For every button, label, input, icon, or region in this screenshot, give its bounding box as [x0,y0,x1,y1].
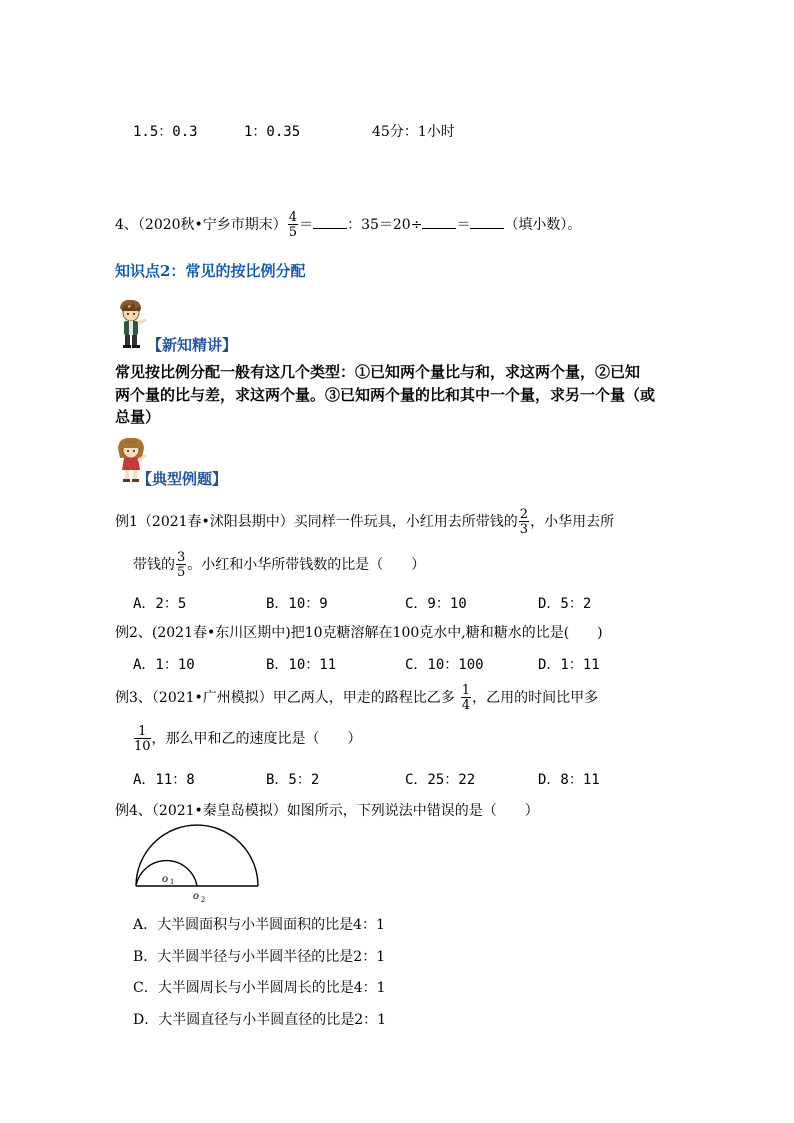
example-1-option-b[interactable]: B．10：9 [266,596,328,612]
example-1-text-2-end: 。小红和小华所带钱数的比是（ ） [187,557,426,573]
question-4-prefix: 4、（2020秋•宁乡市期末） [115,217,287,233]
fraction-numerator: 3 [177,550,186,565]
example-4-text: 例4、（2021•秦皇岛模拟）如图所示，下列说法中错误的是（ ） [115,803,539,819]
fraction-numerator: 4 [288,210,298,225]
example-3-line-1 [115,684,598,712]
center-o2-label: o [193,888,199,902]
example-3-line-2 [133,725,362,753]
example-2-option-c[interactable]: C．10：100 [405,657,484,673]
example-3-option-a[interactable]: A．11：8 [133,772,195,788]
fraction-denominator: 4 [461,698,471,713]
fraction-1-10 [134,725,151,753]
fraction-4-5 [288,211,298,239]
fraction-3-5 [176,551,186,579]
ratio-3: 45分：1小时 [372,124,455,140]
new-knowledge-header: 【新知精讲】 [147,336,238,354]
example-4-option-c[interactable]: C．大半圆周长与小半圆周长的比是4：1 [133,980,386,996]
example-2-option-b[interactable]: B．10：11 [266,657,337,673]
center-o1-subscript: 1 [170,877,174,886]
example-3-text-end: ，乙用的时间比甲多 [472,690,599,706]
example-1-text: 例1（2021春•沭阳县期中）买同样一件玩具，小红用去所带钱的 [115,514,518,530]
example-4-option-a[interactable]: A．大半圆面积与小半圆面积的比是4：1 [133,917,385,933]
center-o2-subscript: 2 [201,895,205,904]
boy-cartoon-icon [113,298,149,350]
example-3-option-b[interactable]: B．5：2 [266,772,320,788]
example-3-text-2: ，那么甲和乙的速度比是（ ） [151,731,362,747]
fraction-denominator: 5 [177,565,186,580]
knowledge-point-title: 知识点2：常见的按比例分配 [115,262,306,280]
fraction-denominator: 5 [288,225,298,240]
equals-sign: ＝ [456,217,471,233]
large-semicircle [136,825,258,886]
answer-blank-1[interactable] [313,216,347,229]
fraction-numerator: 1 [134,725,151,739]
question-4-middle: ：35＝20÷ [347,217,423,233]
fraction-numerator: 2 [519,507,529,522]
question-4-suffix: （填小数）。 [504,217,582,233]
new-knowledge-line-1: 常见按比例分配一般有这几个类型：①已知两个量比与和，求这两个量，②已知 [115,363,641,381]
fraction-numerator: 1 [461,683,471,698]
new-knowledge-line-3: 总量） [115,408,161,426]
example-4-option-d[interactable]: D．大半圆直径与小半圆直径的比是2：1 [133,1012,387,1028]
example-2-option-a[interactable]: A．1：10 [133,657,195,673]
ratio-1: 1.5：0.3 [133,124,198,140]
example-1-line-1 [115,508,614,536]
ratio-2: 1：0.35 [244,124,301,140]
fraction-denominator: 3 [519,522,529,537]
fraction-1-4 [461,684,471,712]
new-knowledge-line-2: 两个量的比与差，求这两个量。③已知两个量的比和其中一个量，求另一个量（或 [115,386,656,404]
example-1-text-end: ，小华用去所 [530,514,615,530]
example-3-option-d[interactable]: D．8：11 [538,772,600,788]
example-2-option-d[interactable]: D．1：11 [538,657,600,673]
question-4 [115,211,581,239]
example-2-text: 例2、(2021春•东川区期中)把10克糖溶解在100克水中,糖和糖水的比是( ) [115,625,603,641]
example-1-line-2 [133,551,425,579]
example-3-text: 例3、（2021•广州模拟）甲乙两人，甲走的路程比乙多 [115,690,455,706]
semicircles-figure [130,818,266,908]
example-1-option-d[interactable]: D．5：2 [538,596,592,612]
example-4-option-b[interactable]: B．大半圆半径与小半圆半径的比是2：1 [133,949,386,965]
example-1-option-a[interactable]: A．2：5 [133,596,187,612]
answer-blank-2[interactable] [422,216,456,229]
fraction-2-3 [519,508,529,536]
typical-examples-header: 【典型例题】 [137,470,228,488]
answer-blank-3[interactable] [470,216,504,229]
example-1-option-c[interactable]: C．9：10 [405,596,467,612]
fraction-denominator: 10 [134,739,151,754]
equals-sign: ＝ [299,217,314,233]
example-3-option-c[interactable]: C．25：22 [405,772,476,788]
center-o1-label: o [162,871,168,885]
example-1-text-2: 带钱的 [133,557,175,573]
